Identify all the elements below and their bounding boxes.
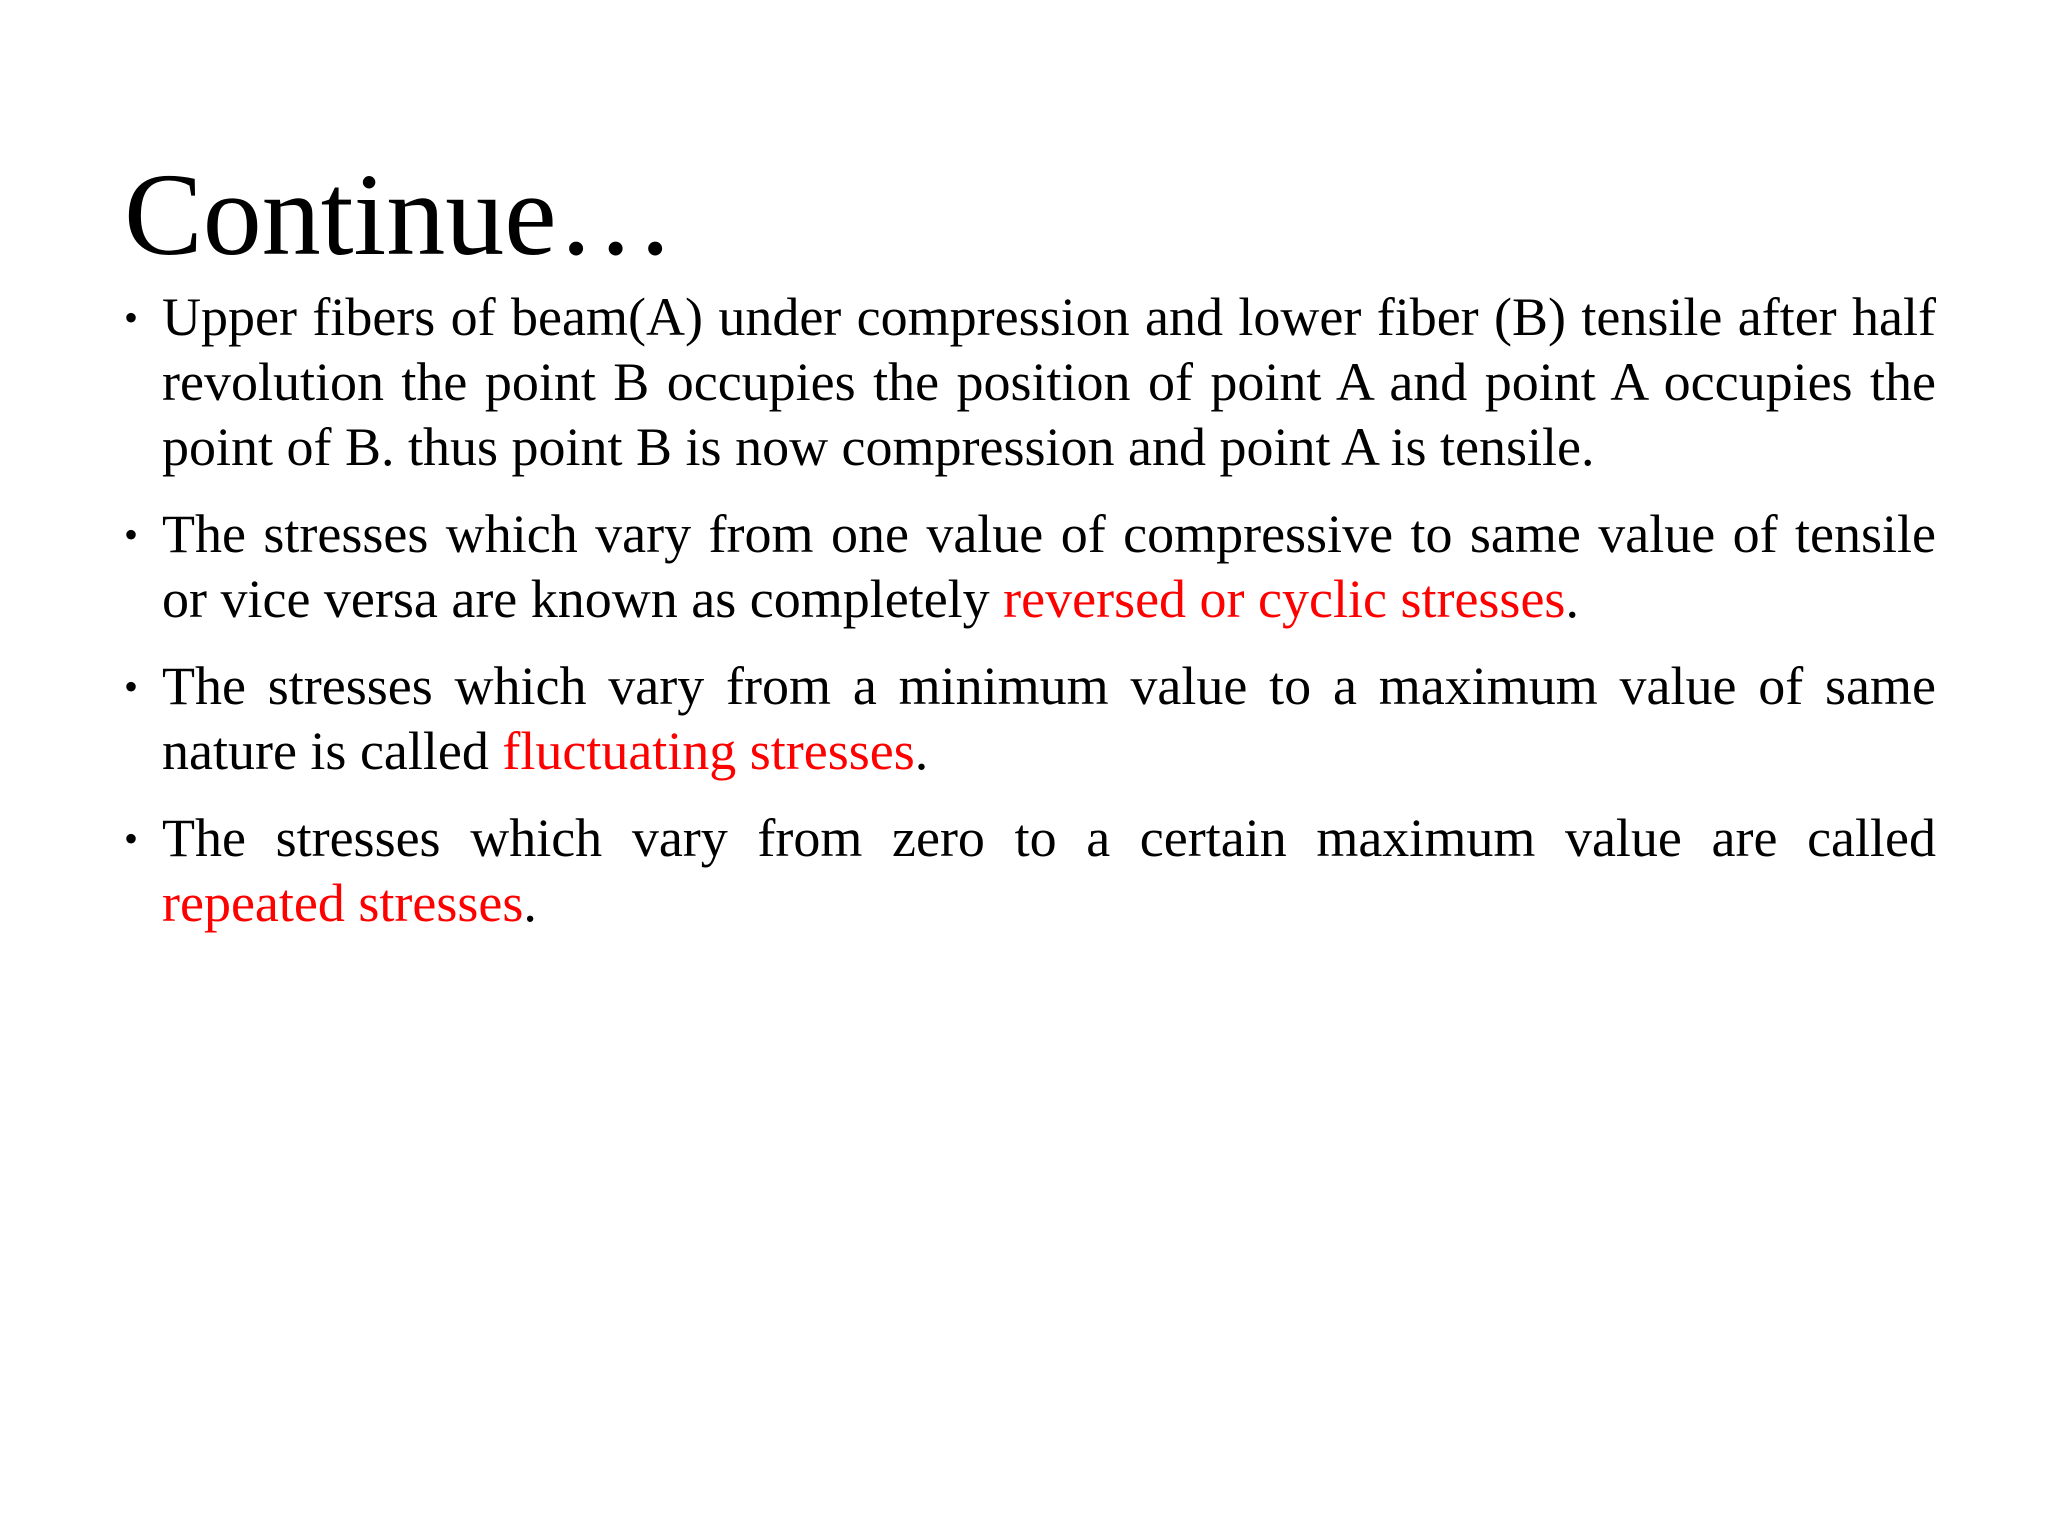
bullet-icon: •	[124, 816, 139, 861]
bullet-list	[124, 285, 1936, 958]
bullet-item-1	[124, 285, 1936, 480]
highlighted-term: fluctuating stresses	[502, 721, 915, 781]
bullet-text-end: .	[523, 873, 537, 933]
bullet-text-end: .	[914, 721, 929, 781]
bullet-icon: •	[124, 664, 139, 709]
bullet-item-2	[124, 502, 1936, 632]
bullet-text: The stresses which vary from zero to a certain maximum value are called	[162, 808, 1936, 868]
bullet-text-end: .	[1565, 569, 1579, 629]
bullet-icon: •	[124, 295, 139, 340]
bullet-text: Upper fibers of beam(A) under compression and lower fiber (B) tensile after half revolution the point B occupies the position of point A and point A occupies the point of B. thus point B is now compression and point A is tensile.	[162, 287, 1936, 477]
bullet-text: The stresses which vary from a minimum value to a maximum value of same nature is called	[162, 656, 1936, 781]
bullet-item-4	[124, 806, 1936, 936]
bullet-text: The stresses which vary from one value of compressive to same value of tensile or vice versa are known as completely	[162, 504, 1936, 629]
highlighted-term: reversed or cyclic stresses	[1003, 569, 1566, 629]
bullet-icon: •	[124, 512, 139, 557]
bullet-item-3	[124, 654, 1936, 784]
highlighted-term: repeated stresses	[162, 873, 524, 933]
slide-title: Continue…	[124, 149, 675, 280]
